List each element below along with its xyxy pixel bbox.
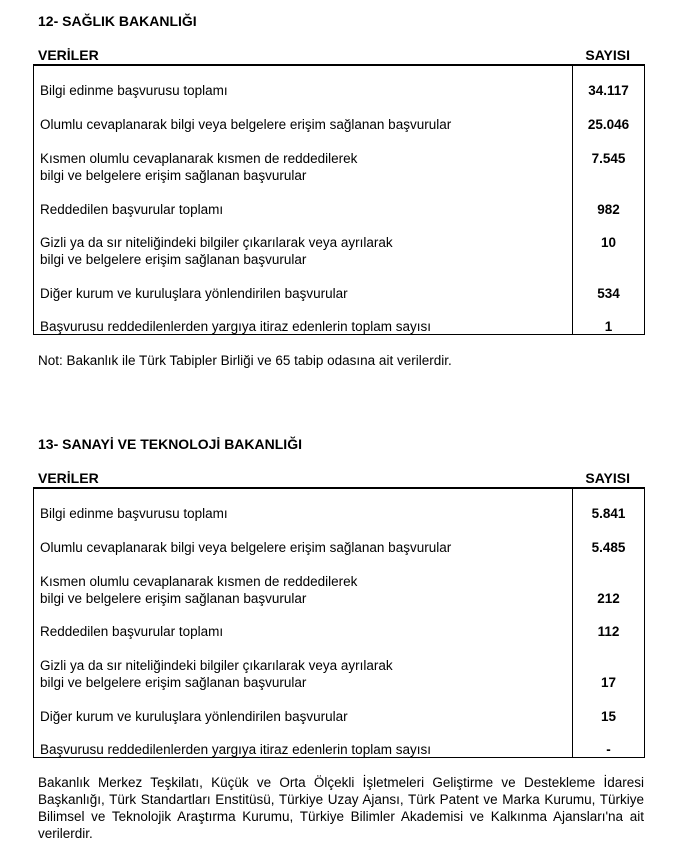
column-header-sayisi: SAYISI [585,47,630,63]
row-label: Kısmen olumlu cevaplanarak kısmen de reddedilerek bilgi ve belgelere erişim sağlanan başvurular [40,151,358,183]
row-value: - [606,742,611,757]
row-value: 7.545 [591,151,626,166]
row-value: 212 [597,591,620,606]
row-label: Diğer kurum ve kuruluşlara yönlendirilen başvurular [40,286,348,301]
row-label: Olumlu cevaplanarak bilgi veya belgelere erişim sağlanan başvurular [40,117,452,132]
row-label: Başvurusu reddedilenlerden yargıya itiraz edenlerin toplam sayısı [40,742,431,757]
column-header-sayisi: SAYISI [585,470,630,486]
table-header [38,47,644,63]
row-label: Reddedilen başvurular toplamı [40,202,224,217]
table-note: Bakanlık Merkez Teşkilatı, Küçük ve Orta Ölçekli İşletmeleri Geliştirme ve Destekleme İdaresi Başkanlığı, Türk Standartları Enstitüsü, Türkiye Uzay Ajansı, Türk Patent ve Marka Kurumu, Türkiye Bilimsel ve Teknolojik Araştırma Kurumu, Türkiye Bilimler Akademisi ve Kalkınma Ajansları'na ait verilerdir. [38,775,644,841]
row-value: 1 [604,319,613,334]
row-value: 534 [597,286,620,301]
row-label: Reddedilen başvurular toplamı [40,624,224,639]
row-value: 10 [600,235,617,250]
row-value: 25.046 [587,117,630,132]
row-value: 34.117 [588,83,629,98]
row-label: Bilgi edinme başvurusu toplamı [40,506,228,521]
table-header [38,470,644,486]
table-note: Not: Bakanlık ile Türk Tabipler Birliği ve 65 tabip odasına ait verilerdir. [38,353,452,368]
row-value: 982 [597,202,620,217]
row-label: Başvurusu reddedilenlerden yargıya itiraz edenlerin toplam sayısı [40,319,431,334]
row-label: Gizli ya da sır niteliğindeki bilgiler çıkarılarak veya ayrılarak bilgi ve belgelere erişim sağlanan başvurular [40,658,393,690]
row-label: Bilgi edinme başvurusu toplamı [40,83,228,98]
row-value: 112 [597,624,620,639]
row-label: Kısmen olumlu cevaplanarak kısmen de reddedilerek bilgi ve belgelere erişim sağlanan başvurular [40,574,358,606]
section-title: 13- SANAYİ VE TEKNOLOJİ BAKANLIĞI [38,436,302,452]
row-value: 5.485 [591,540,626,555]
row-value: 15 [600,709,617,724]
row-label: Olumlu cevaplanarak bilgi veya belgelere erişim sağlanan başvurular [40,540,452,555]
data-table [33,65,645,335]
row-label: Diğer kurum ve kuruluşlara yönlendirilen başvurular [40,709,348,724]
column-header-veriler: VERİLER [38,47,99,63]
column-header-veriler: VERİLER [38,470,99,486]
row-label: Gizli ya da sır niteliğindeki bilgiler çıkarılarak veya ayrılarak bilgi ve belgelere erişim sağlanan başvurular [40,235,393,267]
section-title: 12- SAĞLIK BAKANLIĞI [38,13,197,29]
data-table [33,488,645,758]
row-value: 17 [600,675,617,690]
row-value: 5.841 [591,506,626,521]
